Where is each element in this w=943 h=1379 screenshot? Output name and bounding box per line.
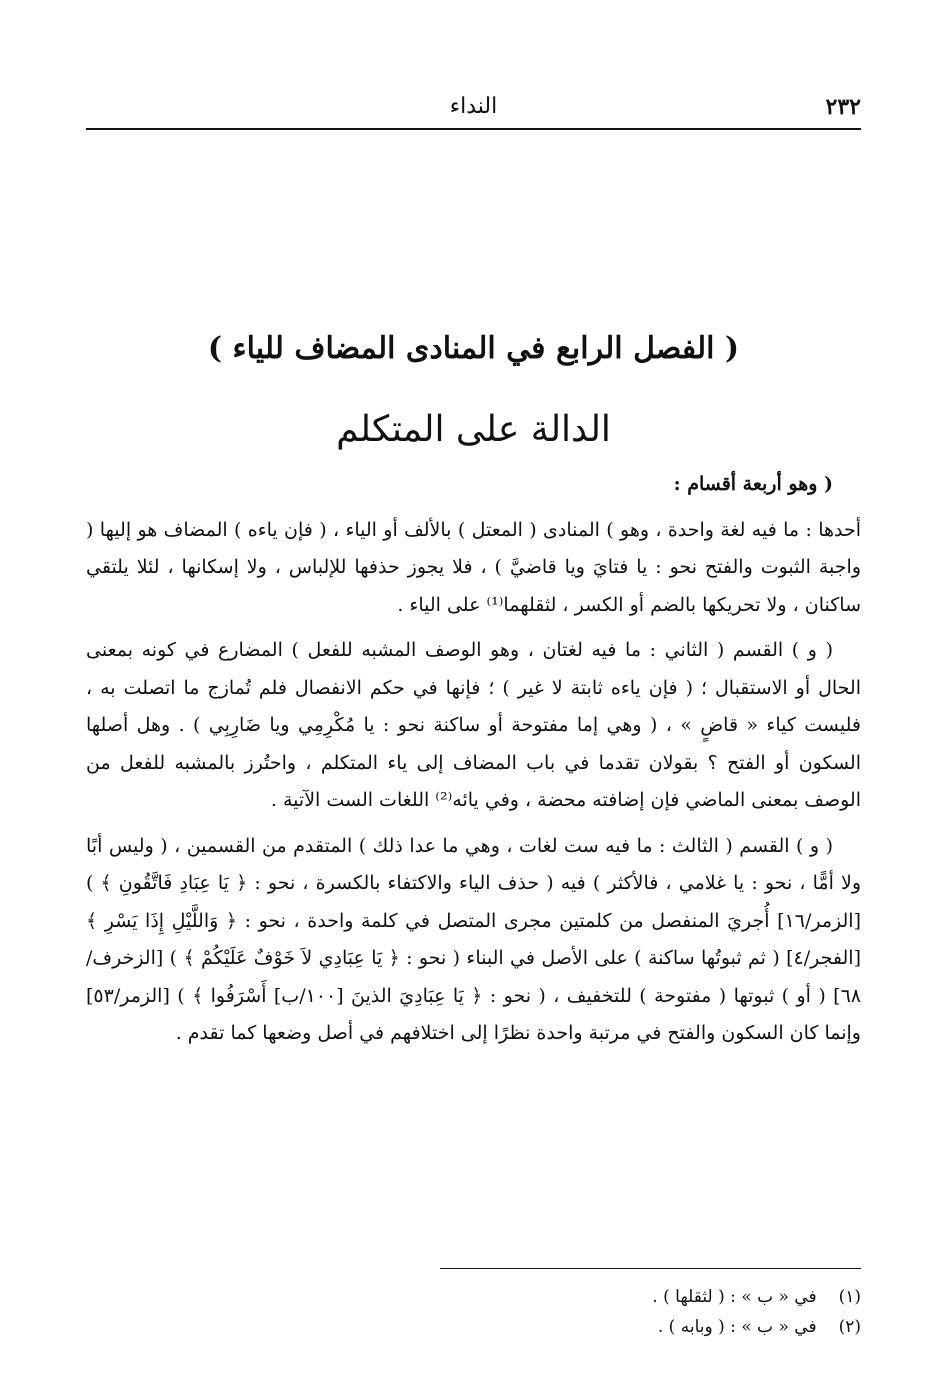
paragraph-intro: ( وهو أربعة أقسام :	[673, 473, 833, 495]
footnote-text: في « ب » : ( وبابه ) .	[657, 1317, 817, 1337]
page-number: ٢٣٢	[825, 94, 861, 120]
paragraph-first-section: أحدها : ما فيه لغة واحدة ، وهو ) المنادى ( المعتل ) بالألف أو الياء ، ( فإن ياءه ) المضاف هو إليها ( واجبة الثبوت والفتح نحو : يا فتايَ ويا قاضيَّ ) ، فلا يجوز حذفها للإلباس ، ولا إسكانها ، لئلا يلتقي ساكنان ، ولا تحريكها بالضم أو الكسر ، لثقلهما⁽¹⁾ على الياء .	[86, 518, 861, 616]
footnote-1	[86, 1282, 861, 1312]
footnote-number: (١)	[838, 1287, 861, 1307]
paragraph-third-section: ( و ) القسم ( الثالث : ما فيه ست لغات ، وهي ما عدا ذلك ) المتقدم من القسمين ، ( وليس أبًا ولا أمًّا ، نحو : يا غلامي ، فالأكثر ) فيه ( حذف الياء والاكتفاء بالكسرة ، نحو : ﴿ يَا عِبَادِ فَاتَّقُونِ ﴾ ) [الزمر/١٦] أُجريَ المنفصل من كلمتين مجرى المتصل في كلمة واحدة ، نحو : ﴿ وَاللَّيْلِ إِذَا يَسْرِ ﴾ [الفجر/٤] ( ثم ثبوتُها ساكنة ) على الأصل في البناء ( نحو : ﴿ يَا عِبَادِي لاَ خَوْفٌ عَلَيْكُمْ ﴾ ) [الزخرف/٦٨] ( أو ) ثبوتها ( مفتوحة ) للتخفيف ، ( نحو : ﴿ يَا عِبَادِيَ الذينَ [١٠٠/ب] أَسْرَفُوا ﴾ ) [الزمر/٥٣] وإنما كان السكون والفتح في مرتبة واحدة نظرًا إلى اختلافهم في أصل وضعها كما تقدم .	[86, 834, 861, 1044]
header-divider	[86, 128, 861, 130]
chapter-subtitle: الدالة على المتكلم	[336, 409, 611, 450]
footnote-text: في « ب » : ( لثقلها ) .	[652, 1287, 817, 1307]
body-text	[86, 466, 861, 1061]
footnote-divider	[440, 1268, 861, 1269]
footnotes	[86, 1282, 861, 1342]
footnote-2	[86, 1312, 861, 1342]
running-header	[86, 92, 861, 128]
header-title: النداء	[449, 94, 498, 119]
chapter-title: ( الفصل الرابع في المنادى المضاف للياء )	[207, 331, 740, 366]
paragraph-second-section: ( و ) القسم ( الثاني : ما فيه لغتان ، وهو الوصف المشبه للفعل ) المضارع في كونه بمعنى الحال أو الاستقبال ؛ ( فإن ياءه ثابتة لا غير ) ؛ فإنها في حكم الانفصال فلم تُمازج ما اتصلت به ، فليست كياء « قاضٍ » ، ( وهي إما مفتوحة أو ساكنة نحو : يا مُكْرِمِي ويا ضَارِبِي ) . وهل أصلها السكون أو الفتح ؟ بقولان تقدما في باب المضاف إلى ياء المتكلم ، واحتُرز بالمشبه للفعل من الوصف بمعنى الماضي فإن إضافته محضة ، وفي يائه⁽²⁾ اللغات الست الآتية .	[86, 639, 861, 811]
footnote-number: (٢)	[838, 1317, 861, 1337]
